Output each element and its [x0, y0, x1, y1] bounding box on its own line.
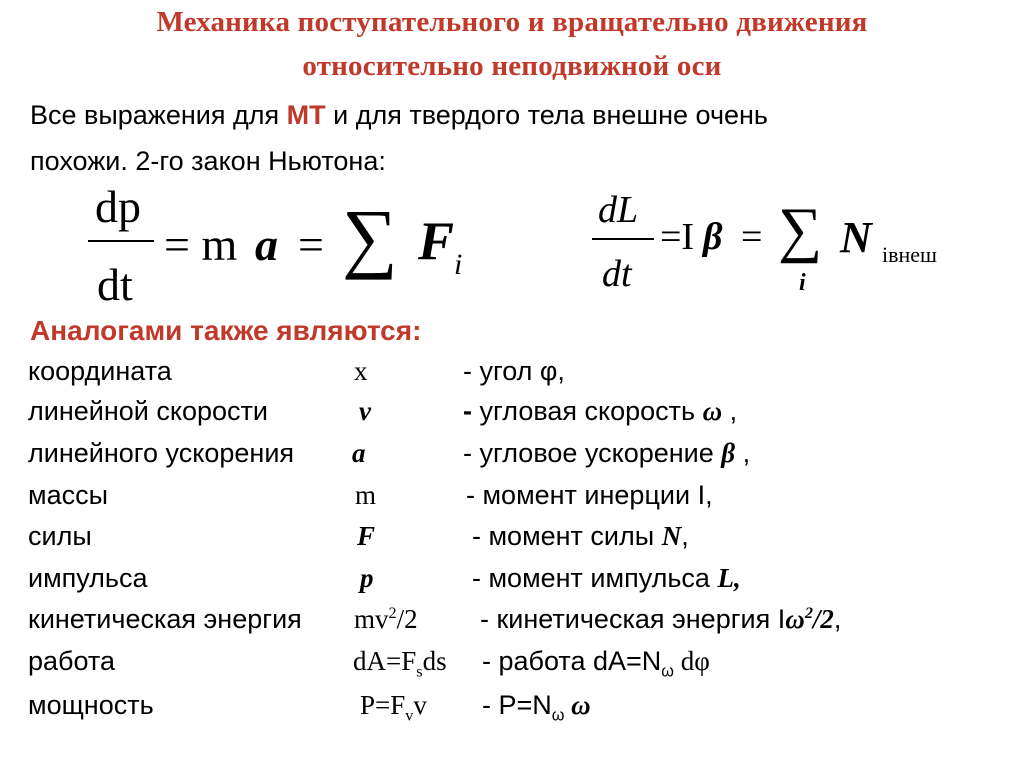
formula-left-denominator: dt — [97, 259, 133, 310]
row-symbol: v — [359, 396, 371, 426]
formula-right-beta: β — [703, 216, 723, 258]
row-rotational-analog: - кинетическая энергия $I\omega^2/2$, — [480, 604, 842, 634]
row-symbol: m — [355, 480, 377, 510]
formula-right-fraction-bar — [592, 238, 654, 240]
formula-right-eq-I: =I — [660, 216, 695, 258]
analog-row-momentum — [0, 563, 1024, 603]
intro-line-2: похожи. 2-го закон Ньютона: — [30, 146, 386, 176]
formula-right-numerator: dL — [598, 189, 639, 231]
intro-part-2: и для твердого тела внешне очень — [325, 100, 769, 130]
analog-row-force — [0, 521, 1024, 561]
row-label: импульса — [28, 563, 148, 593]
formula-left-fraction-bar — [88, 240, 154, 242]
formula-left-numerator: dp — [95, 181, 141, 232]
intro-accent-mt: МТ — [286, 100, 326, 130]
row-label: работа — [28, 646, 115, 676]
row-label: линейной скорости — [28, 396, 268, 426]
formula-left-a: a — [255, 219, 278, 270]
formula-right-sum-icon: ∑ — [778, 196, 823, 264]
analog-row-kinetic-energy — [0, 604, 1024, 644]
formula-left-sub-i: i — [454, 248, 463, 281]
formula-left-F: F — [418, 211, 455, 271]
row-rotational-analog: - момент импульса L, — [472, 563, 741, 593]
analog-row-work — [0, 646, 1024, 686]
row-label: кинетическая энергия — [28, 604, 302, 634]
intro-part-1: Все выражения для — [30, 100, 287, 130]
row-symbol: a — [352, 438, 366, 468]
row-symbol: F — [357, 521, 376, 551]
row-label: мощность — [28, 690, 154, 720]
row-rotational-analog: - $P=N_\omega$ ω — [482, 690, 591, 725]
slide-title-line-2: относительно неподвижной оси — [302, 50, 722, 82]
formula-left-eq-m: = m — [164, 219, 238, 270]
analog-row-acceleration — [0, 438, 1024, 478]
analog-row-power — [0, 690, 1024, 730]
slide-title-line-1: Механика поступательного и вращательно движения — [156, 6, 868, 38]
row-label: координата — [28, 356, 172, 386]
row-rotational-analog: - угол φ, — [463, 356, 565, 386]
row-symbol: $P=F_vv$ — [360, 690, 427, 725]
intro-text — [30, 92, 1010, 184]
formula-right-eq-2: = — [741, 216, 763, 258]
row-label: массы — [28, 480, 108, 510]
formula-right-N-sub: iвнеш — [882, 242, 937, 267]
row-symbol: $dA=F_sds$ — [353, 646, 447, 681]
row-rotational-analog: - момент инерции I, — [466, 480, 713, 510]
row-label: силы — [28, 521, 92, 551]
row-symbol: p — [360, 563, 374, 593]
formula-right-denominator: dt — [602, 253, 632, 295]
row-rotational-analog: - работа $dA=N_\omega$ dφ — [482, 646, 710, 681]
row-label: линейного ускорения — [28, 438, 295, 468]
row-rotational-analog: - угловая скорость ω , — [463, 396, 738, 426]
row-rotational-analog: - момент силы N, — [472, 521, 689, 551]
analogs-heading: Аналогами также являются: — [30, 315, 422, 346]
analog-row-mass — [0, 480, 1024, 520]
formula-left-eq-2: = — [298, 219, 324, 270]
row-symbol: x — [354, 356, 368, 386]
analog-row-coordinate — [0, 356, 1024, 396]
formula-right-sum-sub: i — [799, 270, 806, 296]
analog-row-velocity — [0, 396, 1024, 436]
row-symbol: $mv^2/2$ — [354, 604, 418, 634]
formula-left-sum-icon: ∑ — [342, 193, 398, 280]
row-rotational-analog: - угловое ускорение β , — [463, 438, 751, 468]
formula-right-N: N — [840, 213, 872, 262]
